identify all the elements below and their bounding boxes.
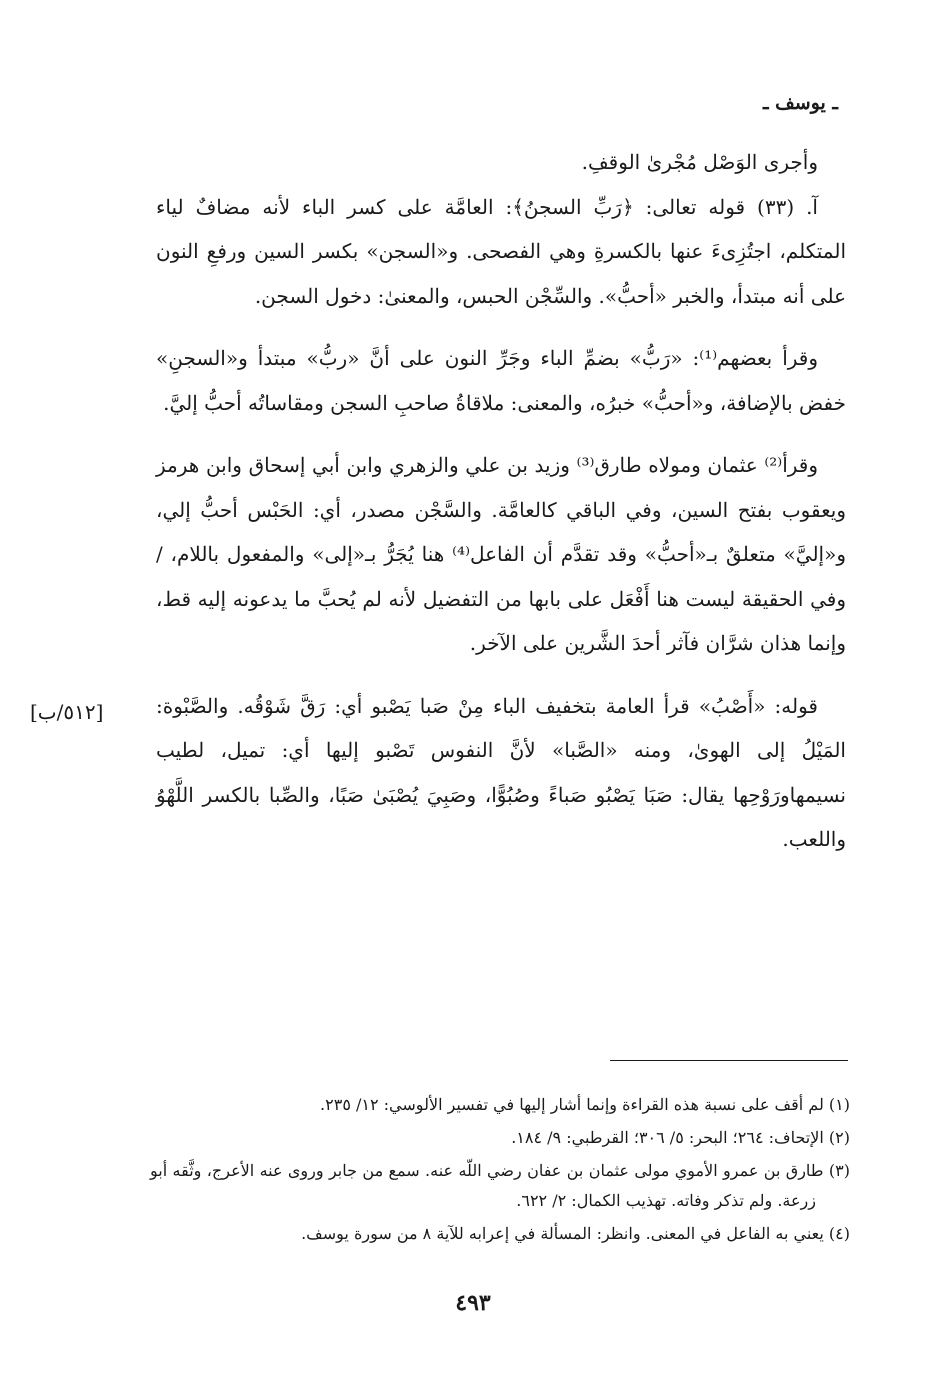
running-header: ـ يوسف ـ <box>762 92 838 114</box>
main-text <box>156 140 846 862</box>
footnote-2: (٢) الإتحاف: ٢٦٤؛ البحر: ٥/ ٣٠٦؛ القرطبي: ٩/ ١٨٤. <box>511 1128 850 1147</box>
footnote-1: (١) لم أقف على نسبة هذه القراءة وإنما أشار إليها في تفسير الألوسي: ١٢/ ٢٣٥. <box>320 1095 850 1114</box>
paragraph-3: وقرأ بعضهم⁽¹⁾: «رَبُّ» بضمِّ الباء وجَرِّ النون على أنَّ «ربُّ» مبتدأ و«السجنِ» خفض بالإضافة، و«أحبُّ» خبرُه، والمعنى: ملاقاةُ صاحبِ السجن ومقاساتُه أحبُّ إليَّ. <box>156 346 846 415</box>
paragraph-5: قوله: «أَصْبُ» قرأ العامة بتخفيف الباء مِنْ صَبا يَصْبو أي: رَقَّ شَوْقُه. والصَّبْوة: المَيْلُ إلى الهوىٰ، ومنه «الصَّبا» لأنَّ النفوس تَصْبو إليها أي: تميل، لطيب نسيمهاورَوْحِها يقال: صَبَا يَصْبُو صَباءً وصُبُوًّا، وصَبِيَ يُصْبَىٰ صَبًا، والصِّبا بالكسر اللَّهْوُ واللعب. <box>156 693 846 851</box>
paragraph-2: آ. (٣٣) قوله تعالى: ﴿رَبِّ السجنُ﴾: العامَّة على كسر الباء لأنه مضافٌ لياء المتكلم، اجتُزِىءَ عنها بالكسرةِ وهي الفصحى. و«السجن» بكسر السين ورفعِ النون على أنه مبتدأ، والخبر «أحبُّ». والسِّجْن الحبس، والمعنىٰ: دخول السجن. <box>156 194 846 308</box>
footnote-3: (٣) طارق بن عمرو الأموي مولى عثمان بن عفان رضي اللّه عنه. سمع من جابر وروى عنه الأعرج، وثَّقه أبو زرعة. ولم تذكر وفاته. تهذيب الكمال: ٢/ ٦٢٢. <box>150 1161 850 1210</box>
page-number: ٤٩٣ <box>455 1290 491 1316</box>
paragraph-1: وأجرى الوَصْل مُجْرىٰ الوقفِ. <box>581 150 818 174</box>
footnote-4: (٤) يعني به الفاعل في المعنى. وانظر: المسألة في إعرابه للآية ٨ من سورة يوسف. <box>301 1224 850 1243</box>
footnote-divider <box>610 1060 848 1061</box>
footnotes <box>150 1090 850 1252</box>
manuscript-folio-note: [٥١٢/ب] <box>30 700 104 724</box>
paragraph-4: وقرأ⁽²⁾ عثمان ومولاه طارق⁽³⁾ وزيد بن علي والزهري وابن أبي إسحاق وابن هرمز ويعقوب بفتح السين، وفي الباقي كالعامَّة. والسَّجْن مصدر، أي: الحَبْس أحبُّ إلي، و«إليَّ» متعلقٌ بـ«أحبُّ» وقد تقدَّم أن الفاعل⁽⁴⁾ هنا يُجَرُّ بـ«إلى» والمفعول باللام، / وفي الحقيقة ليست هنا أَفْعَل على بابها من التفضيل لأنه لم يُحبَّ ما يدعونه إليه قط، وإنما هذان شرَّان فآثر أحدَ الشَّرين على الآخر. <box>156 453 846 655</box>
